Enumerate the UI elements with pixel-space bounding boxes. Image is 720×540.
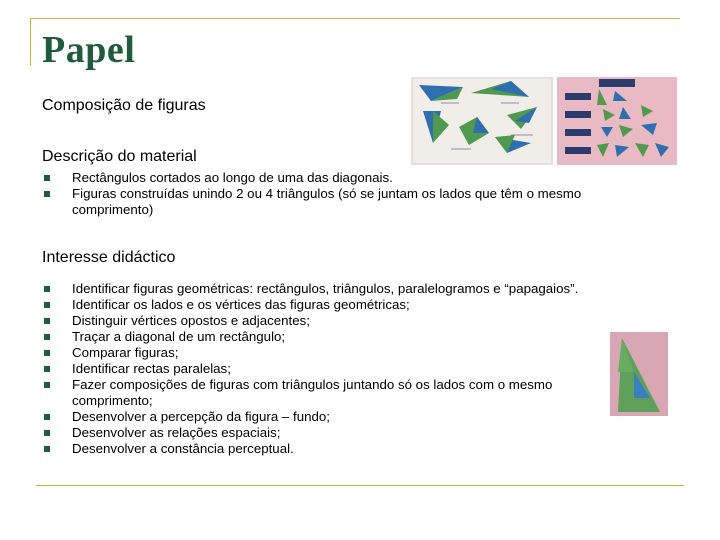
photo-paper-triangles — [411, 77, 553, 165]
list-item: Fazer composições de figuras com triângulos juntando só os lados com o mesmo comprimento; — [42, 377, 607, 409]
bullet-icon — [44, 414, 50, 420]
list-item: Comparar figuras; — [42, 345, 712, 361]
bullet-icon — [44, 175, 50, 181]
pink-board-image — [557, 77, 677, 165]
section-heading-interest: Interesse didáctico — [42, 249, 176, 266]
frame-bottom-line — [36, 485, 684, 486]
bullet-icon — [44, 334, 50, 340]
bullet-icon — [44, 191, 50, 197]
material-list — [42, 170, 652, 218]
list-item: Desenvolver a constância perceptual. — [42, 441, 712, 457]
list-item: Distinguir vértices opostos e adjacentes; — [42, 313, 712, 329]
list-item: Desenvolver a percepção da figura – fundo; — [42, 409, 712, 425]
list-item: Identificar rectas paralelas; — [42, 361, 712, 377]
bullet-icon — [44, 430, 50, 436]
photo-triangle-composition — [610, 332, 668, 416]
triangle-composition-image — [610, 332, 668, 416]
list-item: Identificar figuras geométricas: rectângulos, triângulos, paralelogramos e “papagaios”. — [42, 281, 712, 297]
photo-pink-board — [557, 77, 677, 165]
bullet-icon — [44, 302, 50, 308]
bullet-icon — [44, 350, 50, 356]
list-item: Rectângulos cortados ao longo de uma das diagonais. — [42, 170, 652, 186]
list-item: Desenvolver as relações espaciais; — [42, 425, 712, 441]
bullet-icon — [44, 286, 50, 292]
list-item: Identificar os lados e os vértices das figuras geométricas; — [42, 297, 712, 313]
paper-triangles-image — [411, 77, 553, 165]
frame-left-line — [30, 18, 31, 66]
bullet-icon — [44, 446, 50, 452]
bullet-icon — [44, 382, 50, 388]
frame-top-line — [30, 18, 680, 19]
bullet-icon — [44, 318, 50, 324]
slide-title: Papel — [42, 29, 136, 71]
bullet-icon — [44, 366, 50, 372]
slide-subtitle: Composição de figuras — [42, 97, 206, 114]
list-item: Figuras construídas unindo 2 ou 4 triângulos (só se juntam os lados que têm o mesmo comprimento) — [42, 186, 652, 218]
list-item: Traçar a diagonal de um rectângulo; — [42, 329, 712, 345]
section-heading-material: Descrição do material — [42, 148, 197, 165]
